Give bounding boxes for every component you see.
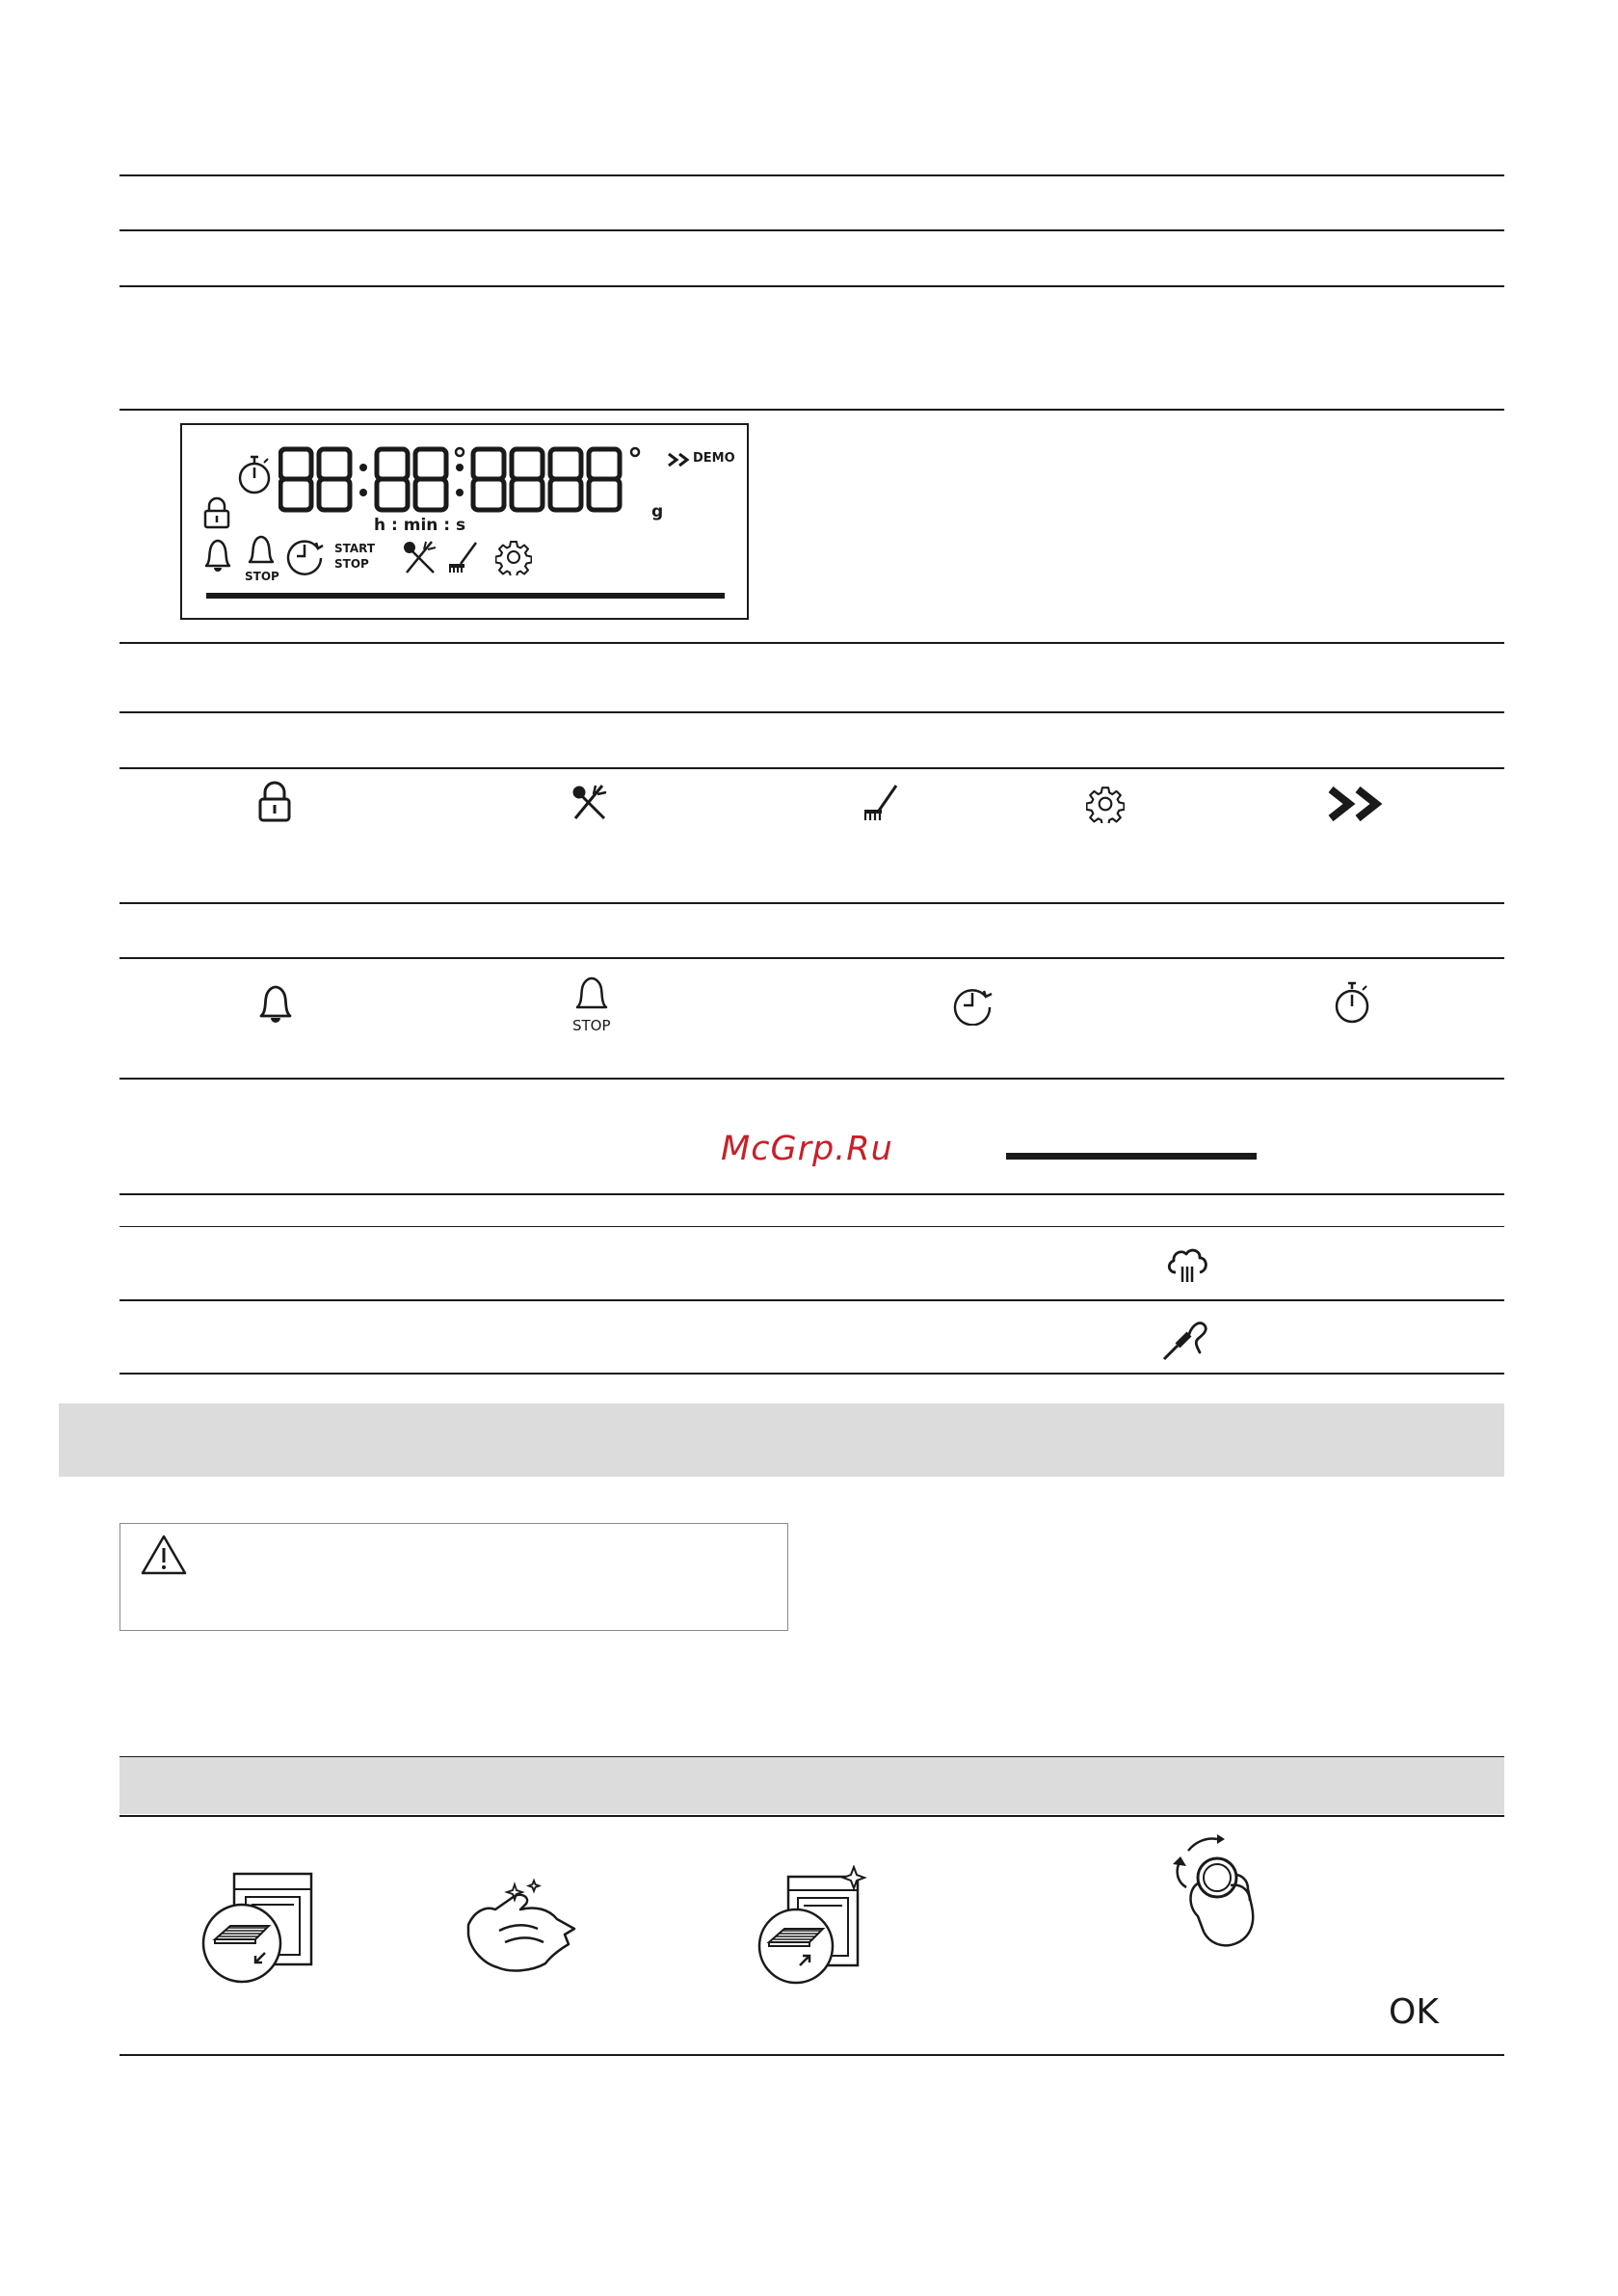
table-rule	[119, 902, 1504, 904]
fast-forward-icon	[1326, 786, 1390, 822]
stop-label: STOP	[245, 570, 279, 583]
bell-icon	[200, 537, 235, 575]
insert-accessories-icon	[754, 1865, 871, 1995]
table-rule	[119, 285, 1504, 287]
ok-label: OK	[1389, 1992, 1439, 2032]
table-header-bar	[119, 1757, 1504, 1814]
table-rule	[119, 711, 1504, 713]
start-label: START	[334, 542, 376, 555]
demo-label: DEMO	[693, 451, 735, 466]
table-rule	[119, 1373, 1504, 1375]
bell-stop-icon	[244, 535, 279, 568]
table-rule	[119, 957, 1504, 959]
watermark: McGrp.Ru	[721, 1130, 893, 1168]
stopwatch-icon	[1334, 980, 1370, 1025]
table-rule	[119, 229, 1504, 231]
fork-spoon-icon	[401, 540, 438, 574]
minute-minder-stop-label: STOP	[572, 1017, 611, 1034]
table-rule	[119, 409, 1504, 411]
table-rule	[119, 174, 1504, 176]
brush-icon	[446, 541, 479, 574]
remove-accessories-icon	[198, 1870, 313, 1995]
table-rule	[119, 767, 1504, 769]
progress-bar-sample	[1006, 1153, 1257, 1160]
seven-segment-digits	[279, 446, 654, 516]
table-rule	[119, 1226, 1504, 1227]
timer-icon	[237, 454, 272, 496]
lock-icon	[256, 781, 293, 823]
steam-icon	[1164, 1243, 1210, 1286]
clock-timer-icon	[952, 983, 995, 1026]
fork-spoon-icon	[570, 784, 608, 820]
bell-icon	[256, 983, 295, 1028]
start-stop-stop-label: STOP	[334, 557, 369, 571]
warning-icon	[140, 1534, 188, 1576]
gear-icon	[495, 539, 532, 575]
brush-icon	[861, 784, 899, 822]
weight-unit: g	[651, 502, 664, 521]
table-rule	[119, 1078, 1504, 1080]
table-rule	[119, 1193, 1504, 1195]
table-rule	[119, 2054, 1504, 2056]
time-format-label: h : min : s	[374, 516, 466, 535]
meat-probe-icon	[1161, 1318, 1209, 1362]
display-illustration	[180, 423, 749, 620]
warning-box	[119, 1523, 788, 1631]
section-heading-bar	[59, 1403, 1504, 1477]
wipe-cloth-icon	[461, 1875, 586, 1981]
bell-stop-icon	[572, 976, 611, 1013]
table-rule	[119, 1299, 1504, 1301]
table-rule	[119, 1815, 1504, 1817]
clock-start-stop-icon	[285, 535, 326, 575]
rotate-knob-icon[interactable]	[1159, 1829, 1275, 1955]
table-rule	[119, 642, 1504, 644]
gear-icon	[1086, 785, 1125, 823]
lock-icon	[202, 496, 231, 529]
display-progress-bar	[206, 593, 725, 599]
fast-forward-icon	[667, 452, 692, 467]
